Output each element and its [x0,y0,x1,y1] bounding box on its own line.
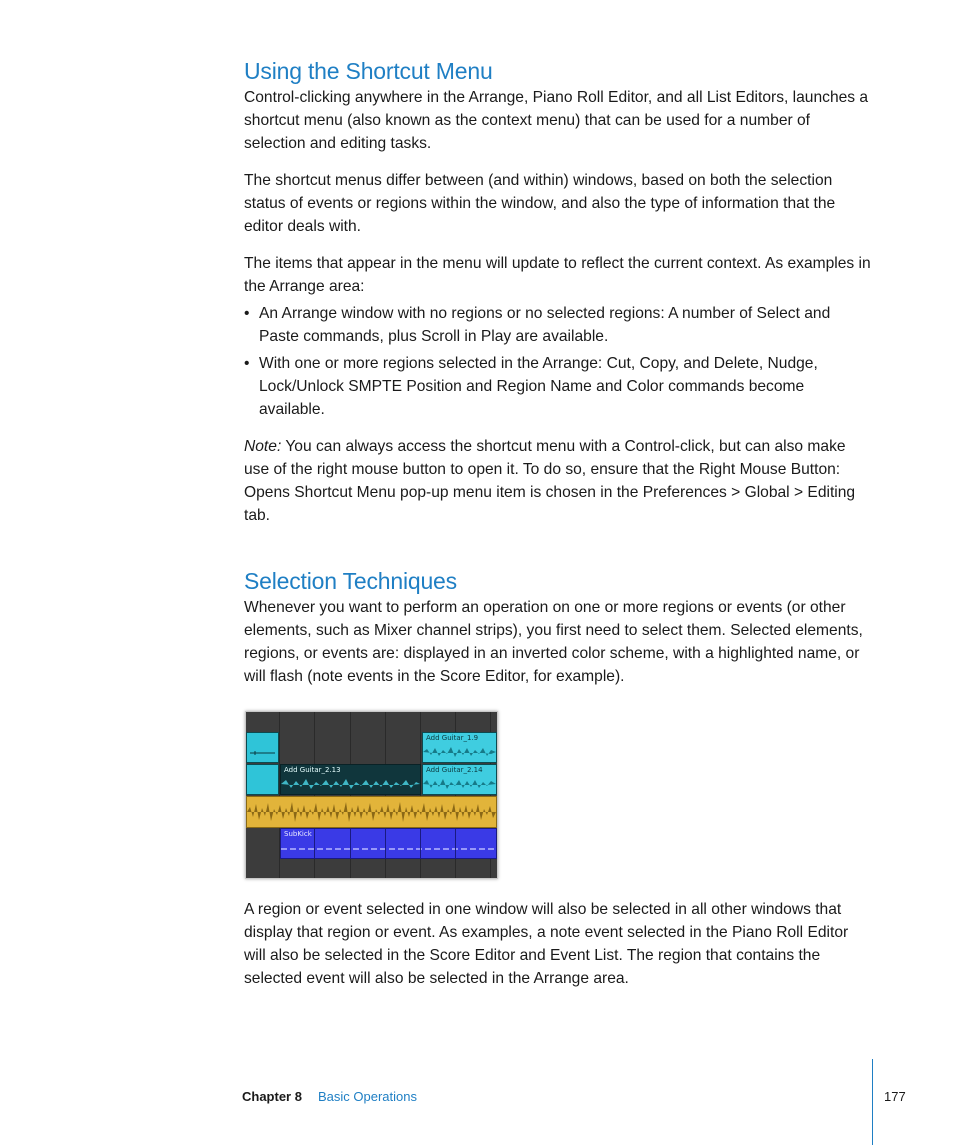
bullet-list [244,302,874,421]
region-gold-audio[interactable] [246,796,497,828]
page-number: 177 [884,1089,906,1104]
region-add-guitar-1-9[interactable] [422,732,497,763]
page-content [244,56,874,688]
footer-divider [872,1059,873,1145]
paragraph: A region or event selected in one window will also be selected in all other windows that display that region or event. As examples, a note event selected in the Piano Roll Editor will also be selected in the Score Editor and Event List. The region that contains the selected event will also be selected in the Arrange area. [244,901,849,987]
region-add-guitar-2-14[interactable] [422,764,497,795]
bullet-item: • With one or more regions selected in the Arrange: Cut, Copy, and Delete, Nudge, Lock/Unlock SMPTE Position and Region Name and Color commands become available. [244,352,874,421]
region-subkick[interactable] [280,828,497,859]
note-paragraph [244,435,874,527]
region-label: SubKick [284,830,312,838]
paragraph: Control-clicking anywhere in the Arrange, Piano Roll Editor, and all List Editors, launches a shortcut menu (also known as the context menu) that can be used for a number of selection and editing tasks. [244,89,869,152]
bullet-item: • An Arrange window with no regions or no selected regions: A number of Select and Paste commands, plus Scroll in Play are available. [244,302,874,348]
region-label: Add Guitar_2.14 [426,766,483,774]
section-heading-selection-techniques: Selection Techniques [244,568,457,594]
footer-chapter: Chapter 8 [242,1089,302,1104]
region-label: Add Guitar_1.9 [426,734,479,742]
paragraph: The items that appear in the menu will update to reflect the current context. As examples in the Arrange area: [244,255,871,295]
note-text: You can always access the shortcut menu with a Control-click, but can also make use of the right mouse button to open it. To do so, ensure that the Right Mouse Button: Opens Shortcut Menu pop-up menu item is chosen in the Preferences > Global > Editing tab. [244,438,856,524]
section-heading-shortcut-menu: Using the Shortcut Menu [244,58,493,84]
region-add-guitar-2-13-selected[interactable] [280,764,421,795]
arrange-area-screenshot [245,711,498,879]
paragraph: Whenever you want to perform an operation on one or more regions or events (or other elements, such as Mixer channel strips), you first need to select them. Selected elements, regions, or events are: displayed in an inverted color scheme, with a highlighted name, or will flash (note events in the Score Editor, for example). [244,599,863,685]
region-small-cyan[interactable] [246,764,279,795]
region-small-cyan[interactable] [246,732,279,763]
footer-section-link[interactable]: Basic Operations [318,1089,417,1104]
region-label: Add Guitar_2.13 [284,766,341,774]
paragraph: The shortcut menus differ between (and within) windows, based on both the selection status of events or regions within the window, and also the type of information that the editor deals with. [244,172,836,235]
note-label: Note: [244,438,282,455]
